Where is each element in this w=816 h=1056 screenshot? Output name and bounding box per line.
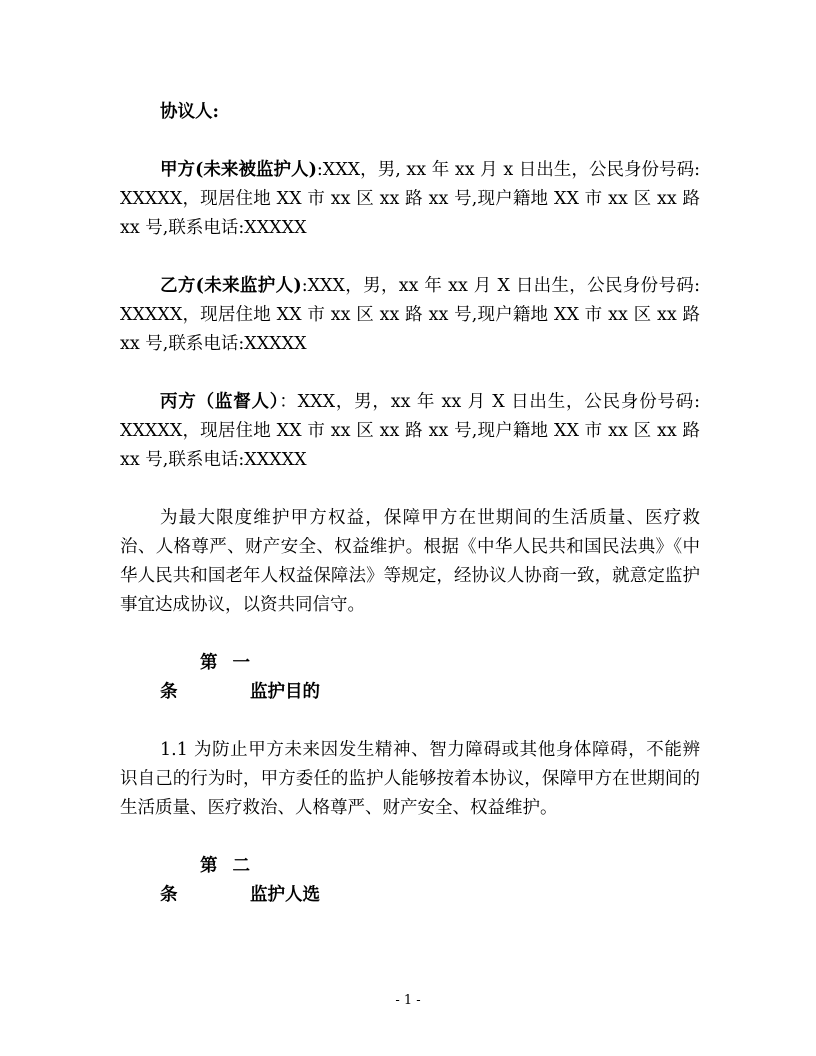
party-b-paragraph	[120, 272, 700, 359]
party-c-details: ：XXX，男，xx 年 xx 月 X 日出生，公民身份号码: XXXXX，现居住地 XX 市 xx 区 xx 路 xx 号,现户籍地 XX 市 xx 区 xx 路 xx 号,联系电话:XXXXX	[120, 392, 700, 470]
article-2-heading	[120, 852, 700, 910]
preamble-paragraph: 为最大限度维护甲方权益，保障甲方在世期间的生活质量、医疗救治、人格尊严、财产安全、权益维护。根据《中华人民共和国民法典》《中华人民共和国老年人权益保障法》等规定，经协议人协商一致，就意定监护事宜达成协议，以资共同信守。	[120, 508, 700, 615]
party-a-label: 甲方(未来被监护人)	[160, 160, 317, 180]
spacer	[120, 127, 700, 156]
page-number: - 1 -	[395, 993, 421, 1008]
spacer	[120, 823, 700, 852]
party-c-label: 丙方（监督人）	[160, 392, 280, 412]
party-a-paragraph	[120, 156, 700, 243]
article-1-heading	[120, 649, 700, 707]
article-2-number: 第二条	[160, 856, 250, 905]
spacer	[120, 620, 700, 649]
party-a-details: :XXX，男, xx 年 xx 月 x 日出生，公民身份号码: XXXXX，现居住地 XX 市 xx 区 xx 路 xx 号,现户籍地 XX 市 xx 区 xx 路 xx 号,联系电话:XXXXX	[120, 160, 701, 238]
article-1-number: 第一条	[160, 653, 250, 702]
article-2-title: 监护人选	[250, 885, 320, 905]
article-1-title: 监护目的	[250, 682, 320, 702]
clause-1-1-paragraph: 1.1 为防止甲方未来因发生精神、智力障碍或其他身体障碍，不能辨识自己的行为时，甲方委任的监护人能够按着本协议，保障甲方在世期间的生活质量、医疗救治、人格尊严、财产安全、权益维护。	[120, 740, 700, 818]
spacer	[120, 359, 700, 388]
spacer	[120, 243, 700, 272]
party-c-paragraph	[120, 388, 700, 475]
party-b-details: :XXX，男，xx 年 xx 月 X 日出生，公民身份号码: XXXXX，现居住地 XX 市 xx 区 xx 路 xx 号,现户籍地 XX 市 xx 区 xx 路 xx 号,联系电话:XXXXX	[120, 276, 700, 354]
document-body	[120, 98, 700, 910]
spacer	[120, 707, 700, 736]
party-b-label: 乙方(未来监护人)	[160, 276, 302, 296]
agreement-parties-heading: 协议人:	[160, 102, 219, 122]
spacer	[120, 475, 700, 504]
